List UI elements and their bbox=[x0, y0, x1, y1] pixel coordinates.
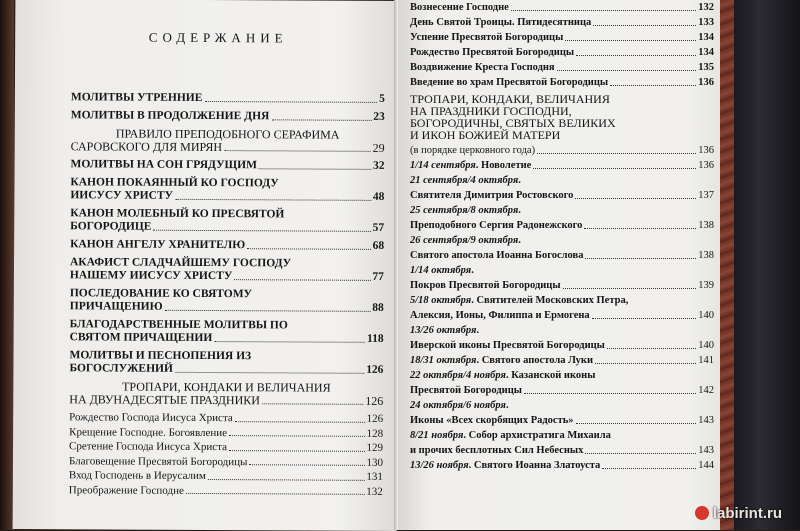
leader-dots bbox=[565, 40, 696, 41]
watermark-text: labirint.ru bbox=[712, 505, 782, 522]
feast-date: 21 сентября/4 октября bbox=[410, 175, 519, 186]
right-page bbox=[398, 0, 720, 530]
leader-dots bbox=[557, 70, 697, 71]
entry-line: ПРАВИЛО ПРЕПОДОБНОГО СЕРАФИМА bbox=[115, 126, 340, 142]
feast-entry bbox=[410, 17, 714, 29]
contents-entry bbox=[71, 109, 385, 124]
feast-entry bbox=[69, 469, 383, 483]
contents-entry bbox=[71, 127, 385, 155]
entry-title: Введение во храм Пресвятой Богородицы bbox=[410, 77, 609, 88]
feast-date: 13/26 ноября bbox=[410, 460, 469, 471]
entry-last-line bbox=[70, 238, 384, 253]
page-number: 130 bbox=[366, 456, 384, 469]
entry-title bbox=[410, 160, 531, 172]
watermark bbox=[695, 505, 782, 522]
leader-dots bbox=[607, 348, 696, 349]
page-number: 88 bbox=[372, 301, 384, 314]
feast-entry bbox=[410, 47, 714, 59]
calendar-entry bbox=[410, 400, 714, 412]
entry-title: Благовещение Пресвятой Богородицы bbox=[68, 454, 248, 468]
entry-title bbox=[410, 250, 583, 262]
entry-title bbox=[410, 265, 474, 277]
leader-dots bbox=[585, 258, 696, 259]
page-number: 135 bbox=[698, 62, 714, 73]
page-number: 143 bbox=[698, 415, 714, 426]
leader-dots bbox=[204, 101, 377, 103]
entry-line: АКАФИСТ СЛАДЧАЙШЕМУ ГОСПОДУ bbox=[69, 256, 292, 270]
entry-title: День Святой Троицы. Пятидесятница bbox=[410, 17, 592, 28]
page-number: 144 bbox=[698, 460, 714, 471]
contents-entry bbox=[70, 238, 384, 253]
leader-dots bbox=[208, 479, 364, 481]
leader-dots bbox=[229, 450, 365, 452]
entry-title bbox=[410, 280, 561, 292]
page-number: 136 bbox=[698, 145, 714, 156]
left-entries bbox=[69, 91, 385, 498]
calendar-entry bbox=[410, 460, 714, 472]
leader-dots bbox=[533, 168, 696, 169]
entry-title: Крещение Господне. Богоявление bbox=[69, 425, 228, 439]
leader-dots bbox=[576, 55, 696, 56]
feast-date: 5/18 октября bbox=[410, 295, 472, 306]
leader-dots bbox=[186, 493, 364, 495]
feast-name: . bbox=[505, 400, 509, 411]
feast-date: 13/26 октября bbox=[410, 325, 477, 336]
contents-heading: СОДЕРЖАНИЕ bbox=[148, 29, 288, 46]
feast-name: . Святого Иоанна Златоуста bbox=[468, 460, 601, 471]
section-heading-line: ТРОПАРИ, КОНДАКИ, ВЕЛИЧАНИЯ bbox=[410, 92, 610, 106]
leader-dots bbox=[229, 435, 365, 437]
page-number: 132 bbox=[366, 485, 383, 498]
leader-dots bbox=[259, 168, 371, 170]
feast-name: . bbox=[518, 235, 521, 246]
leader-dots bbox=[595, 363, 696, 364]
contents-entry bbox=[70, 256, 384, 284]
page-number: 134 bbox=[698, 47, 714, 58]
feast-name: . bbox=[471, 265, 474, 276]
page-number: 134 bbox=[698, 32, 714, 43]
right-feasts bbox=[410, 2, 714, 89]
calendar-entry bbox=[410, 205, 714, 217]
page-number: 118 bbox=[366, 332, 384, 345]
entry-title bbox=[410, 400, 509, 412]
entry-line: ПОСЛЕДОВАНИЕ КО СВЯТОМУ bbox=[69, 287, 253, 301]
leader-dots bbox=[165, 310, 371, 312]
entry-title bbox=[410, 295, 628, 307]
feast-name: Алексия, Ионы, Филиппа и Ермогена bbox=[410, 310, 590, 321]
page-number: 136 bbox=[698, 160, 714, 171]
leader-dots bbox=[584, 228, 696, 229]
entry-title: Вознесение Господне bbox=[410, 2, 509, 13]
entry-last-line bbox=[71, 91, 385, 106]
entry-title: Вход Господень в Иерусалим bbox=[68, 469, 206, 483]
entry-title: НАШЕМУ ИИСУСУ ХРИСТУ bbox=[69, 269, 233, 283]
entry-title bbox=[410, 190, 573, 202]
entry-title bbox=[410, 370, 595, 382]
entry-last-line bbox=[70, 300, 384, 315]
calendar-entry bbox=[410, 250, 714, 262]
calendar-entry bbox=[410, 385, 714, 397]
entry-title bbox=[410, 430, 611, 442]
leader-dots bbox=[592, 318, 697, 319]
feast-name: Святого апостола Иоанна Богослова bbox=[410, 250, 584, 261]
labirint-logo-icon bbox=[695, 506, 709, 520]
calendar-entries bbox=[410, 160, 714, 472]
section-heading-line: БОГОРОДИЧНЫ, СВЯТЫХ ВЕЛИКИХ bbox=[410, 116, 616, 130]
calendar-entry bbox=[410, 220, 714, 232]
feast-name: Святителя Димитрия Ростовского bbox=[410, 190, 574, 201]
entry-title bbox=[410, 340, 605, 352]
feast-name: . Новолетие bbox=[475, 160, 532, 171]
feast-entry bbox=[69, 455, 383, 469]
contents-entry bbox=[69, 380, 383, 408]
entry-title bbox=[410, 310, 590, 322]
entry-last-line bbox=[69, 362, 383, 377]
feast-name: . bbox=[476, 325, 480, 336]
page-number: 32 bbox=[372, 159, 385, 172]
page-number: 142 bbox=[698, 385, 714, 396]
page-number: 77 bbox=[372, 270, 384, 283]
entry-title: МОЛИТВЫ НА СОН ГРЯДУЩИМ bbox=[70, 158, 257, 172]
contents-entry bbox=[70, 176, 384, 204]
entry-last-line bbox=[70, 158, 384, 173]
feast-entry bbox=[410, 2, 714, 14]
entry-title bbox=[410, 355, 593, 367]
leader-dots bbox=[524, 393, 696, 394]
feast-date: 8/21 ноября bbox=[410, 430, 464, 441]
entry-title: Рождество Господа Иисуса Христа bbox=[69, 411, 233, 425]
calendar-entry bbox=[410, 370, 714, 382]
entry-last-line bbox=[70, 269, 384, 284]
feast-date: 24 октября/6 ноября bbox=[410, 400, 506, 411]
feast-name: . Казанской иконы bbox=[505, 370, 596, 381]
calendar-entry bbox=[410, 310, 714, 322]
entry-last-line bbox=[70, 220, 384, 235]
leader-dots bbox=[593, 25, 696, 26]
page-number: 5 bbox=[379, 92, 385, 105]
entry-title: БОГОСЛУЖЕНИЙ bbox=[69, 362, 173, 375]
feast-name: и прочих бесплотных Сил Небесных bbox=[410, 445, 584, 456]
leader-dots bbox=[511, 10, 696, 11]
feast-entry bbox=[410, 77, 714, 89]
page-number: 57 bbox=[372, 221, 385, 234]
leader-dots bbox=[563, 288, 697, 289]
entry-title bbox=[410, 175, 521, 187]
leader-dots bbox=[537, 153, 696, 154]
page-number: 128 bbox=[366, 427, 384, 440]
leader-dots bbox=[575, 198, 696, 199]
calendar-entry bbox=[410, 415, 714, 427]
entry-line: КАНОН МОЛЕБНЫЙ КО ПРЕСВЯТОЙ bbox=[70, 207, 285, 221]
page-number: 137 bbox=[698, 190, 714, 201]
entry-title bbox=[410, 445, 583, 457]
entry-title bbox=[410, 385, 522, 397]
leader-dots bbox=[610, 85, 696, 86]
calendar-entry bbox=[410, 340, 714, 352]
contents-entry bbox=[69, 349, 383, 377]
leader-dots bbox=[153, 230, 370, 232]
page-number: 136 bbox=[698, 77, 714, 88]
entry-title: Сретение Господа Иисуса Христа bbox=[69, 440, 228, 454]
leader-dots bbox=[175, 372, 364, 374]
entry-title: МОЛИТВЫ В ПРОДОЛЖЕНИЕ ДНЯ bbox=[70, 109, 270, 123]
entry-line: МОЛИТВЫ И ПЕСНОПЕНИЯ ИЗ bbox=[69, 349, 252, 363]
page-number: 126 bbox=[366, 412, 384, 425]
entry-title bbox=[410, 325, 479, 337]
feast-name: Иверской иконы Пресвятой Богородицы bbox=[410, 340, 605, 351]
page-number: 138 bbox=[698, 220, 714, 231]
feast-date: 25 сентября/8 октября bbox=[410, 205, 519, 216]
feast-name: . bbox=[518, 205, 521, 216]
page-number: 140 bbox=[698, 310, 714, 321]
contents-entry bbox=[71, 91, 385, 106]
leader-dots bbox=[224, 150, 371, 152]
feast-name: . Собор архистратига Михаила bbox=[463, 430, 611, 441]
feast-entry bbox=[69, 440, 383, 454]
entry-title: Воздвижение Креста Господня bbox=[410, 62, 555, 73]
entry-title: Рождество Пресвятой Богородицы bbox=[410, 47, 575, 58]
feast-name: Преподобного Сергия Радонежского bbox=[410, 220, 583, 231]
entry-title: Успение Пресвятой Богородицы bbox=[410, 32, 564, 43]
calendar-entry bbox=[410, 235, 714, 247]
entry-last-line bbox=[70, 331, 384, 346]
entry-title bbox=[410, 460, 600, 472]
calendar-entry bbox=[410, 190, 714, 202]
leader-dots bbox=[235, 421, 365, 423]
feast-entry bbox=[410, 32, 714, 44]
page-number: 68 bbox=[372, 239, 385, 252]
page-number: 29 bbox=[372, 140, 385, 155]
page-number: 129 bbox=[366, 441, 384, 454]
leader-dots bbox=[262, 403, 363, 405]
feast-entry bbox=[69, 411, 383, 425]
entry-title bbox=[410, 205, 521, 217]
page-number: 133 bbox=[698, 17, 714, 28]
feast-name: . bbox=[518, 175, 521, 186]
entry-title: СВЯТОМ ПРИЧАЩЕНИИ bbox=[69, 331, 213, 345]
calendar-entry bbox=[410, 325, 714, 337]
page-number: 48 bbox=[372, 190, 385, 203]
section-note-row bbox=[410, 145, 714, 157]
page-number: 138 bbox=[698, 250, 714, 261]
calendar-entry bbox=[410, 280, 714, 292]
feast-date: 26 сентября/9 октября bbox=[410, 235, 519, 246]
page-number: 126 bbox=[366, 363, 384, 376]
leader-dots bbox=[234, 279, 370, 281]
calendar-entry bbox=[410, 295, 714, 307]
entry-title: САРОВСКОГО ДЛЯ МИРЯН bbox=[70, 139, 223, 155]
feast-entry bbox=[410, 62, 714, 74]
contents-entry bbox=[70, 158, 384, 173]
entry-last-line bbox=[69, 393, 383, 408]
section-note: (в порядке церковного года) bbox=[410, 145, 536, 156]
entry-line: БЛАГОДАРСТВЕННЫЕ МОЛИТВЫ ПО bbox=[69, 318, 288, 332]
page-number: 132 bbox=[698, 2, 714, 13]
leader-dots bbox=[585, 453, 696, 454]
left-page bbox=[13, 0, 400, 531]
page-number: 131 bbox=[366, 470, 383, 483]
calendar-entry bbox=[410, 430, 714, 442]
section-heading-troparia bbox=[410, 93, 714, 141]
calendar-entry bbox=[410, 175, 714, 187]
leader-dots bbox=[576, 423, 697, 424]
calendar-entry bbox=[410, 355, 714, 367]
leader-dots bbox=[271, 119, 371, 121]
contents-entry bbox=[70, 318, 384, 346]
section-heading-line: И ИКОН БОЖИЕЙ МАТЕРИ bbox=[410, 128, 561, 142]
feast-entry bbox=[69, 426, 383, 440]
book-cover-edge bbox=[720, 0, 800, 530]
leader-dots bbox=[247, 248, 370, 250]
entry-last-line bbox=[70, 189, 384, 204]
feast-date: 22 октября/4 ноября bbox=[410, 370, 506, 381]
entry-last-line bbox=[71, 140, 385, 155]
feast-date: 18/31 октября bbox=[410, 355, 477, 366]
entry-last-line bbox=[71, 109, 385, 124]
entry-title: ИИСУСУ ХРИСТУ bbox=[70, 189, 174, 202]
page-number: 126 bbox=[365, 393, 384, 408]
feast-date: 1/14 сентября bbox=[410, 160, 476, 171]
feast-name: . Святого апостола Луки bbox=[476, 355, 594, 366]
feast-name: Покров Пресвятой Богородицы bbox=[410, 280, 561, 291]
entry-title: НА ДВУНАДЕСЯТЫЕ ПРАЗДНИКИ bbox=[69, 392, 261, 408]
feast-entry bbox=[69, 484, 383, 498]
leader-dots bbox=[249, 464, 364, 466]
section-heading-line: НА ПРАЗДНИКИ ГОСПОДНИ, bbox=[410, 104, 572, 118]
book-edge-left bbox=[0, 0, 14, 530]
feast-name: Пресвятой Богородицы bbox=[410, 385, 522, 396]
leader-dots bbox=[602, 468, 696, 469]
feast-name: . Святителей Московских Петра, bbox=[471, 295, 629, 306]
entry-title: ПРИЧАЩЕНИЮ bbox=[69, 300, 163, 313]
leader-dots bbox=[214, 341, 365, 343]
calendar-entry bbox=[410, 445, 714, 457]
calendar-entry bbox=[410, 160, 714, 172]
feast-date: 1/14 октября bbox=[410, 265, 472, 276]
entry-title bbox=[410, 415, 574, 427]
entry-line: КАНОН ПОКАЯННЫЙ КО ГОСПОДУ bbox=[70, 176, 279, 190]
contents-entry bbox=[70, 207, 384, 235]
page-number: 139 bbox=[698, 280, 714, 291]
feast-name: Иконы «Всех скорбящих Радость» bbox=[410, 415, 574, 426]
entry-title: КАНОН АНГЕЛУ ХРАНИТЕЛЮ bbox=[70, 238, 246, 252]
page-number: 141 bbox=[698, 355, 714, 366]
entry-line: ТРОПАРИ, КОНДАКИ И ВЕЛИЧАНИЯ bbox=[122, 379, 331, 395]
entry-title bbox=[410, 235, 521, 247]
contents-entry bbox=[70, 287, 384, 315]
entry-title: МОЛИТВЫ УТРЕННИЕ bbox=[70, 91, 203, 104]
page-number: 143 bbox=[698, 445, 714, 456]
page-number: 23 bbox=[373, 110, 385, 123]
entry-title: БОГОРОДИЦЕ bbox=[70, 220, 152, 233]
leader-dots bbox=[175, 199, 371, 201]
entry-title: Преображение Господне bbox=[68, 483, 184, 497]
page-number: 140 bbox=[698, 340, 714, 351]
calendar-entry bbox=[410, 265, 714, 277]
entry-title bbox=[410, 220, 582, 232]
